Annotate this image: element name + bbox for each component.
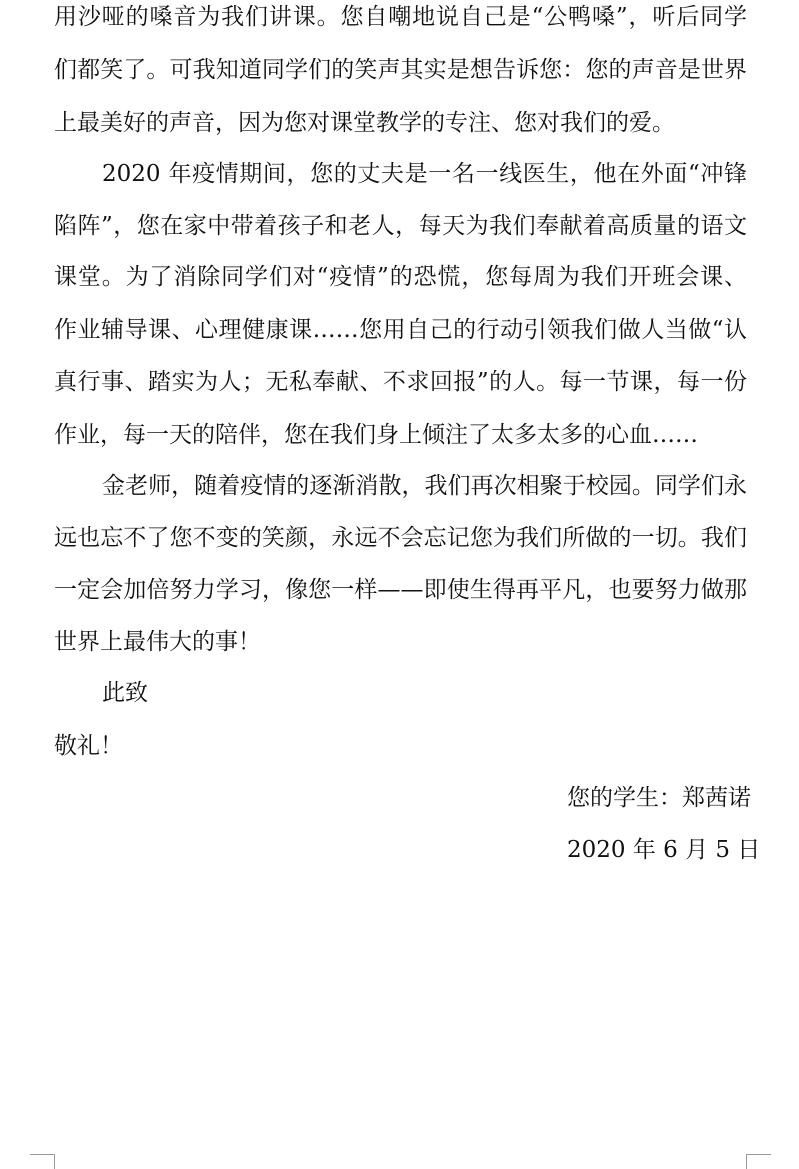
margin-corner-mark bbox=[746, 1154, 771, 1169]
letter-line: 上最美好的声音，因为您对课堂教学的专注、您对我们的爱。 bbox=[54, 110, 675, 136]
letter-line: 作业辅导课、心理健康课……您用自己的行动引领我们做人当做“认 bbox=[54, 317, 747, 343]
letter-line: 作业，每一天的陪伴，您在我们身上倾注了太多太多的心血…… bbox=[54, 422, 698, 448]
letter-line: 金老师，随着疫情的逐渐消散，我们再次相聚于校园。同学们永 bbox=[102, 473, 747, 499]
letter-line: 世界上最伟大的事！ bbox=[54, 629, 261, 655]
letter-line: 课堂。为了消除同学们对“疫情”的恐慌，您每周为我们开班会课、 bbox=[54, 264, 747, 290]
letter-line: 陷阵”，您在家中带着孩子和老人，每天为我们奉献着高质量的语文 bbox=[54, 213, 747, 239]
letter-line: 们都笑了。可我知道同学们的笑声其实是想告诉您：您的声音是世界 bbox=[54, 57, 747, 83]
letter-line: 远也忘不了您不变的笑颜，永远不会忘记您为我们所做的一切。我们 bbox=[54, 525, 747, 551]
letter-line: 2020 年疫情期间，您的丈夫是一名一线医生，他在外面“冲锋 bbox=[102, 161, 747, 187]
closing-text: 此致 bbox=[102, 680, 148, 706]
margin-corner-mark bbox=[30, 1154, 55, 1169]
salute-text: 敬礼！ bbox=[54, 733, 123, 759]
letter-line: 真行事、踏实为人；无私奉献、不求回报”的人。每一节课，每一份 bbox=[54, 369, 747, 395]
signature: 您的学生：郑茜诺 bbox=[567, 785, 751, 811]
letter-line: 用沙哑的嗓音为我们讲课。您自嘲地说自己是“公鸭嗓”，听后同学 bbox=[54, 4, 747, 30]
letter-date: 2020 年 6 月 5 日 bbox=[567, 837, 761, 863]
letter-line: 一定会加倍努力学习，像您一样——即使生得再平凡，也要努力做那 bbox=[54, 577, 747, 603]
